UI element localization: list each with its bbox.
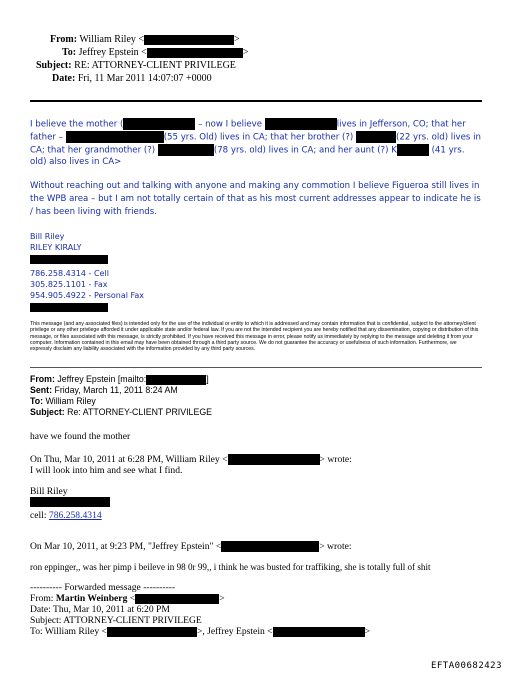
fwd-sent-line: Sent: Friday, March 11, 2011 8:24 AM: [30, 385, 178, 395]
reply-line: Without reaching out and talking with anyone and making any commotion I believe Figueroa still lives in: [30, 181, 480, 191]
fwd-from-line: From: Jeffrey Epstein [mailto: ]: [30, 374, 209, 384]
signature-cell: 786.258.4314 - Cell: [30, 269, 109, 278]
signature2-cell-line: cell: 786.258.4314: [30, 510, 102, 521]
from-label: From:: [50, 34, 78, 45]
redaction-bar: [144, 35, 234, 45]
signature-name: Bill Riley: [30, 232, 65, 241]
from-value: William Riley <: [79, 34, 145, 45]
forwarded-date-line: Date: Thu, Mar 10, 2011 at 6:20 PM: [30, 604, 170, 615]
forwarded-from-line: From: Martin Weinberg < >: [30, 593, 225, 604]
subject-value: RE: ATTORNEY-CLIENT PRIVILEGE: [74, 60, 236, 71]
from-line: From: William Riley < >: [50, 34, 240, 45]
date-label: Date:: [52, 73, 76, 84]
reply-line: / has been living with friends.: [30, 207, 157, 217]
quote-body: I will look into him and see what I find.: [30, 465, 183, 476]
reply-line: the WPB area – but I am not totally certain of that as his most current addresses appear to indicate he is: [30, 194, 481, 204]
reply-line: father – (55 yrs. Old) lives in CA; that her brother (?) (22 yrs. old) lives in: [30, 132, 481, 143]
subject-label: Subject:: [36, 60, 72, 71]
to-line: To: Jeffrey Epstein < >: [62, 47, 249, 58]
redaction-bar: [30, 497, 110, 507]
confidentiality-disclaimer: This message (and any associated files) is intended only for the use of the individual or entity to which it is addressed and may contain information that is confidential, subject to the attorney/client privilege or any other privilege afforded it under applicable state and/or federal law. If you are not the intended recipient you are hereby notified that any dissemination, copying or distribution of this message, or files associated with this message, is strictly prohibited. If you have received this message in error, please notify us immediately by replying to the message and deleting it from your computer. Information contained in this email may have been obtained through a third party source. We do not guarantee the accuracy or usefulness of such information. Furthermore, we expressly disclaim any liability associated with the information provided by any third party sources.: [30, 321, 479, 353]
redaction-bar: [221, 541, 319, 552]
quote-body: ron eppinger,, was her pimp i beileve in 98 0r 99,, i think he was busted for traffiking, she is totally full of shit: [30, 562, 431, 572]
redaction-bar: [146, 375, 206, 385]
redaction-bar: [135, 594, 219, 604]
forwarded-divider: ---------- Forwarded message ----------: [30, 582, 176, 593]
date-value: Fri, 11 Mar 2011 14:07:07 +0000: [77, 73, 212, 84]
reply-line: I believe the mother ( – now I believe lives in Jefferson, CO; that her: [30, 119, 466, 130]
subject-line: [36, 60, 236, 71]
redaction-bar: [397, 144, 429, 156]
redaction-bar: [66, 131, 164, 143]
redaction-bar: [228, 454, 320, 465]
redaction-bar: [147, 48, 243, 58]
fwd-subject-line: Subject: Re: ATTORNEY-CLIENT PRIVILEGE: [30, 407, 213, 417]
reply-line: old) also lives in CA>: [30, 157, 122, 167]
redaction-bar: [30, 303, 108, 312]
redaction-bar: [356, 131, 396, 143]
phone-link[interactable]: 786.258.4314: [48, 510, 102, 521]
forwarded-to-line: To: William Riley < >, Jeffrey Epstein < >: [30, 626, 371, 637]
signature-address-redacted: [30, 255, 108, 264]
fwd-to-line: To: William Riley: [30, 396, 96, 406]
signature2-name: Bill Riley: [30, 486, 68, 497]
redaction-bar: [107, 627, 197, 637]
bates-number: EFTA00682423: [430, 661, 502, 671]
signature-personal-fax: 954.905.4922 - Personal Fax: [30, 291, 145, 300]
signature-fax: 305.825.1101 - Fax: [30, 280, 108, 289]
to-label: To:: [62, 47, 77, 58]
date-line: [52, 73, 212, 84]
redaction-bar: [273, 627, 365, 637]
signature2-redacted: [30, 497, 110, 507]
redaction-bar: [123, 118, 195, 130]
message-text: have we found the mother: [30, 431, 131, 442]
redaction-bar: [30, 255, 108, 264]
quote-intro: On Mar 10, 2011, at 9:23 PM, "Jeffrey Epstein" < > wrote:: [30, 541, 352, 552]
signature-email-redacted: [30, 303, 108, 312]
to-value: Jeffrey Epstein <: [78, 47, 147, 58]
forwarded-subject-line: Subject: ATTORNEY-CLIENT PRIVILEGE: [30, 615, 202, 626]
section-divider: [30, 367, 482, 368]
redaction-bar: [158, 144, 214, 156]
signature-company: RILEY KIRALY: [30, 243, 82, 252]
quote-intro: On Thu, Mar 10, 2011 at 6:28 PM, William Riley < > wrote:: [30, 454, 352, 465]
redaction-bar: [265, 118, 337, 130]
reply-line: CA; that her grandmother (?) (78 yrs. old) lives in CA; and her aunt (?) K (41 yrs.: [30, 145, 465, 156]
header-divider: [30, 100, 482, 102]
